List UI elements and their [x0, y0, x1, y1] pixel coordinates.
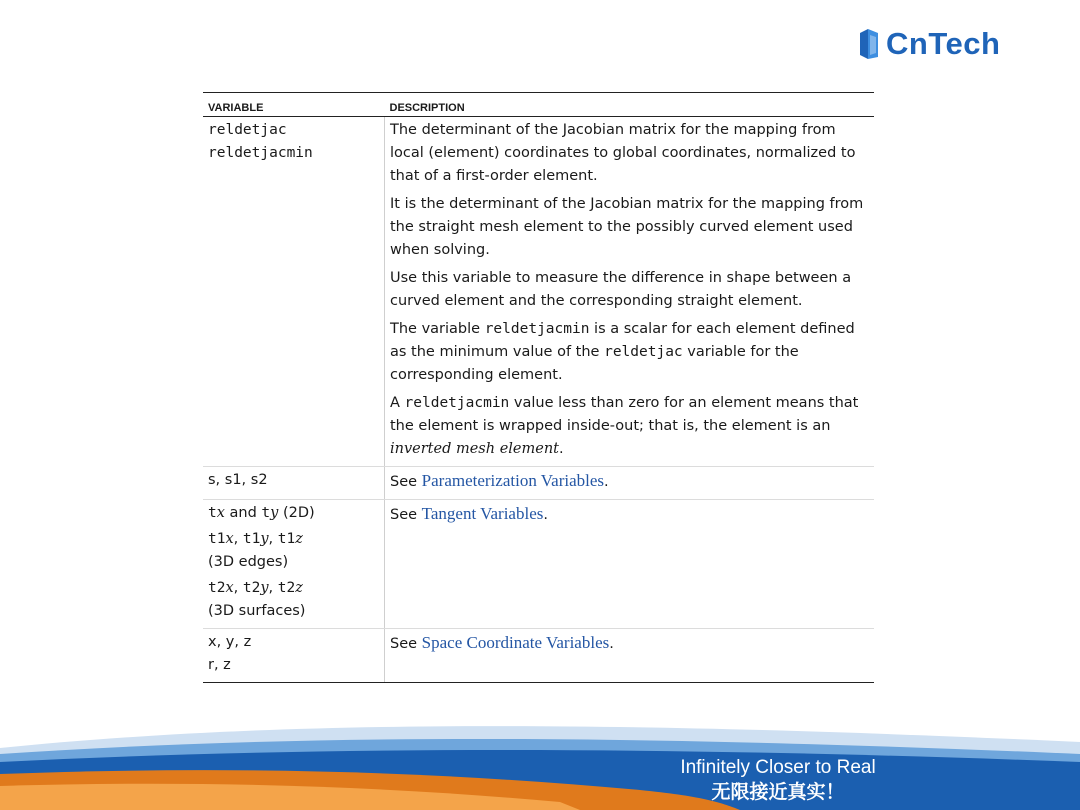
variable-name: r, z: [208, 657, 231, 673]
variable-group: [208, 577, 378, 623]
footer-wave-graphic: [0, 690, 1080, 810]
table-row: [203, 467, 874, 500]
tangent-variables-link[interactable]: Tangent Variables: [421, 504, 544, 523]
footer-tagline: [668, 756, 888, 806]
variables-table: [203, 92, 874, 683]
variable-cell: [203, 500, 385, 629]
text-run: t: [261, 505, 271, 521]
text-run: The variable: [390, 321, 485, 337]
variable-name: reldetjacmin: [208, 145, 313, 161]
cntech-logo-mark-icon: [858, 27, 880, 61]
inline-code: reldetjacmin: [404, 395, 510, 411]
table-row: [203, 500, 874, 629]
variable-group: [208, 502, 378, 525]
tagline-english: Infinitely Closer to Real: [680, 757, 876, 778]
math-var: z: [295, 531, 303, 547]
description-cell: [385, 467, 875, 500]
text-run: ,: [233, 531, 243, 547]
description-paragraph: [390, 469, 868, 494]
tagline-chinese: 无限接近真实！: [711, 782, 845, 803]
text-run: t2: [242, 580, 261, 596]
inline-code: reldetjac: [604, 344, 683, 360]
description-paragraph: Use this variable to measure the difference in shape between a curved element and the corresponding straight element.: [390, 270, 852, 309]
description-paragraph: [390, 392, 868, 461]
math-var: y: [260, 531, 269, 547]
description-cell: [385, 629, 875, 683]
math-var: z: [295, 580, 303, 596]
text-run: .: [543, 507, 548, 523]
text-run: and: [224, 505, 262, 521]
text-run: is a scalar for each element defined as the minimum value of the: [390, 321, 855, 360]
emphasized-term: inverted mesh element: [390, 441, 559, 457]
logo-text: CnTech: [886, 26, 1001, 61]
math-var: x: [225, 580, 234, 596]
text-run: variable for the corresponding element.: [390, 344, 799, 383]
text-run: t1: [208, 531, 226, 547]
text-run: t1: [277, 531, 296, 547]
variable-line: [208, 577, 378, 600]
variable-name: reldetjac: [208, 122, 287, 138]
parameterization-variables-link[interactable]: Parameterization Variables: [421, 471, 605, 490]
text-run: t1: [242, 531, 261, 547]
description-paragraph: The determinant of the Jacobian matrix for the mapping from local (element) coordinates to global coordinates, normalized to that of a first-order element.: [390, 122, 856, 184]
description-paragraph: [390, 631, 868, 656]
variable-cell: [203, 467, 385, 500]
description-cell: [385, 117, 875, 467]
text-run: ,: [268, 531, 278, 547]
variable-group: [208, 528, 378, 574]
description-paragraph: It is the determinant of the Jacobian matrix for the mapping from the straight mesh element to the possibly curved element used when solving.: [390, 196, 864, 258]
text-run: t: [208, 505, 217, 521]
variable-cell: [203, 629, 385, 683]
text-run: t2: [208, 580, 226, 596]
text-run: t2: [277, 580, 296, 596]
text-run: .: [604, 474, 609, 490]
header-variable: VARIABLE: [203, 93, 385, 117]
inline-code: reldetjacmin: [484, 321, 590, 337]
math-var: x: [225, 531, 234, 547]
text-run: A: [390, 395, 405, 411]
variable-note: (3D edges): [208, 554, 289, 570]
text-run: ,: [268, 580, 278, 596]
variable-line: [208, 528, 378, 551]
header-description: DESCRIPTION: [385, 93, 875, 117]
description-paragraph: [390, 502, 868, 527]
table-row: [203, 629, 874, 683]
math-var: y: [270, 505, 279, 521]
math-var: y: [260, 580, 269, 596]
text-run: ,: [233, 580, 243, 596]
variable-name: x, y, z: [208, 634, 252, 650]
variable-note: (3D surfaces): [208, 603, 306, 619]
math-var: x: [216, 505, 225, 521]
table-header-row: [203, 93, 874, 117]
table-row: [203, 117, 874, 467]
variable-name: s, s1, s2: [208, 472, 268, 488]
description-cell: [385, 500, 875, 629]
variable-cell: [203, 117, 385, 467]
text-run: value less than zero for an element means that the element is wrapped inside-out; that is, the element is an: [390, 395, 859, 434]
description-paragraph: [390, 318, 868, 387]
text-run: .: [609, 636, 614, 652]
cntech-logo: [858, 24, 1000, 64]
text-run: See: [390, 474, 422, 490]
text-run: See: [390, 507, 422, 523]
text-run: .: [559, 441, 564, 457]
space-coordinate-variables-link[interactable]: Space Coordinate Variables: [421, 633, 610, 652]
text-run: (2D): [278, 505, 315, 521]
text-run: See: [390, 636, 422, 652]
